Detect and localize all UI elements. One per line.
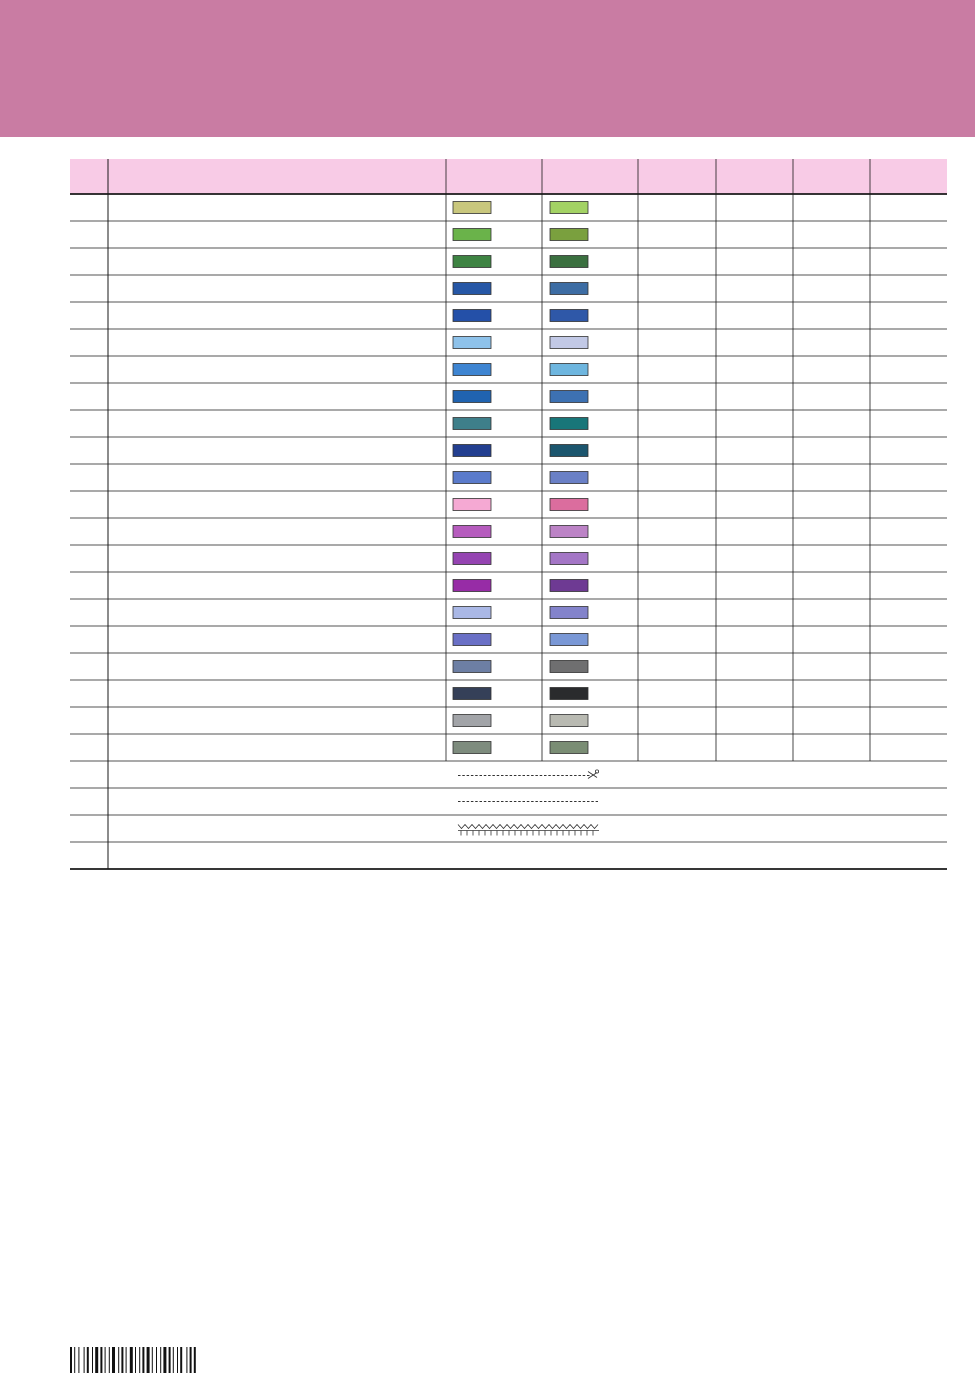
thread-swatch-b: [550, 661, 588, 673]
thread-swatch-b: [550, 742, 588, 754]
barcode-bar: [173, 1347, 174, 1373]
thread-swatch-b: [550, 580, 588, 592]
table-header-row: [70, 159, 947, 194]
thread-swatch-a: [453, 472, 491, 484]
thread-swatch-a: [453, 742, 491, 754]
barcode-bar: [156, 1347, 157, 1373]
barcode-bar: [180, 1347, 182, 1373]
thread-swatch-b: [550, 553, 588, 565]
thread-swatch-a: [453, 391, 491, 403]
barcode-bar: [139, 1347, 140, 1373]
thread-swatch-a: [453, 310, 491, 322]
thread-swatch-b: [550, 337, 588, 349]
thread-swatch-b: [550, 202, 588, 214]
thread-swatch-a: [453, 364, 491, 376]
thread-swatch-b: [550, 634, 588, 646]
thread-swatch-a: [453, 202, 491, 214]
barcode-bar: [194, 1347, 196, 1373]
thread-color-table-grid: [70, 159, 947, 870]
barcode-bar: [186, 1347, 187, 1373]
thread-swatch-a: [453, 256, 491, 268]
thread-swatch-a: [453, 283, 491, 295]
barcode-bar: [78, 1347, 79, 1373]
barcode-bar: [92, 1347, 93, 1373]
barcode-bar: [190, 1347, 192, 1373]
barcode-bar: [100, 1347, 102, 1373]
barcode-bar: [118, 1347, 119, 1373]
thread-swatch-b: [550, 472, 588, 484]
barcode-bar: [84, 1347, 85, 1373]
thread-swatch-a: [453, 499, 491, 511]
thread-swatch-a: [453, 688, 491, 700]
barcode-bar: [169, 1347, 171, 1373]
barcode-bar: [105, 1347, 106, 1373]
barcode: [70, 1347, 260, 1373]
barcode-bar: [109, 1347, 110, 1373]
header-banner: [0, 0, 975, 137]
barcode-bar: [112, 1347, 115, 1373]
thread-swatch-b: [550, 445, 588, 457]
thread-swatch-b: [550, 310, 588, 322]
barcode-bar: [152, 1347, 153, 1373]
thread-swatch-a: [453, 715, 491, 727]
barcode-bar: [121, 1347, 123, 1373]
barcode-bar: [142, 1347, 144, 1373]
thread-swatch-b: [550, 229, 588, 241]
thread-swatch-b: [550, 391, 588, 403]
barcode-bar: [130, 1347, 133, 1373]
zigzag-stitch: [458, 825, 598, 829]
thread-swatch-b: [550, 607, 588, 619]
thread-swatch-b: [550, 688, 588, 700]
thread-swatch-b: [550, 715, 588, 727]
thread-swatch-a: [453, 229, 491, 241]
barcode-bar: [135, 1347, 136, 1373]
thread-swatch-a: [453, 445, 491, 457]
thread-swatch-a: [453, 634, 491, 646]
barcode-bar: [147, 1347, 150, 1373]
thread-swatch-a: [453, 607, 491, 619]
barcode-bar: [163, 1347, 166, 1373]
thread-swatch-a: [453, 553, 491, 565]
barcode-bar: [160, 1347, 161, 1373]
thread-swatch-a: [453, 418, 491, 430]
thread-swatch-a: [453, 661, 491, 673]
thread-color-table: [70, 159, 947, 870]
thread-swatch-b: [550, 283, 588, 295]
barcode-bar: [87, 1347, 89, 1373]
barcode-bar: [74, 1347, 75, 1373]
barcode-bar: [177, 1347, 178, 1373]
thread-swatch-a: [453, 526, 491, 538]
thread-swatch-b: [550, 526, 588, 538]
thread-swatch-b: [550, 256, 588, 268]
thread-swatch-b: [550, 364, 588, 376]
thread-swatch-b: [550, 418, 588, 430]
barcode-bar: [126, 1347, 127, 1373]
barcode-bar: [95, 1347, 98, 1373]
thread-swatch-b: [550, 499, 588, 511]
thread-swatch-a: [453, 337, 491, 349]
barcode-bar: [70, 1347, 72, 1373]
thread-swatch-a: [453, 580, 491, 592]
